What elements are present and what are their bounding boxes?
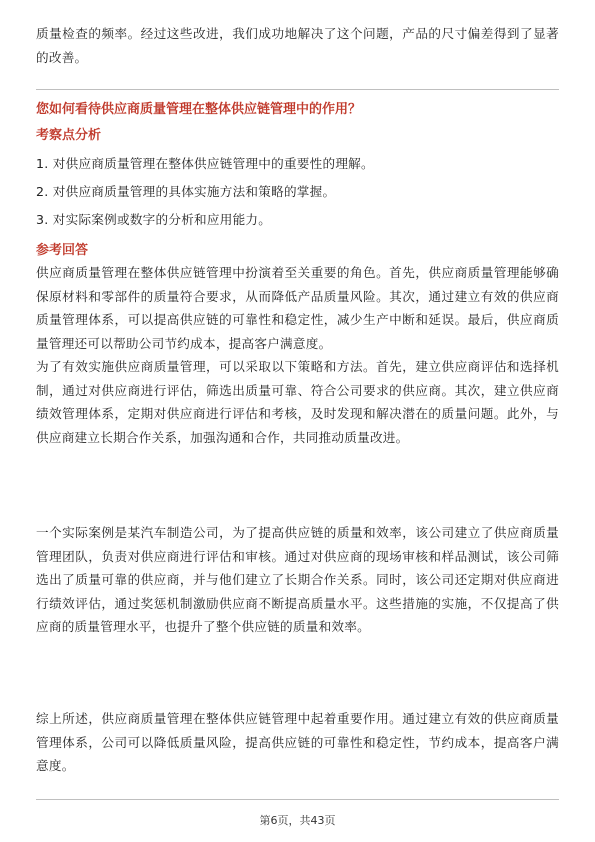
answer-paragraph: 为了有效实施供应商质量管理，可以采取以下策略和方法。首先，建立供应商评估和选择机制，通过对供应商进行评估，筛选出质量可靠、符合公司要求的供应商。其次，建立供应商绩效管理体系，定期对供应商进行评估和考核，及时发现和解决潜在的质量问题。此外，与供应商建立长期合作关系，加强沟通和合作，共同推动质量改进。	[36, 359, 559, 445]
analysis-item: 2. 对供应商质量管理的具体实施方法和策略的掌握。	[36, 184, 336, 199]
answer-title: 参考回答	[36, 243, 89, 258]
section-divider-top	[36, 89, 559, 90]
analysis-title: 考察点分析	[36, 128, 102, 143]
answer-paragraph: 供应商质量管理在整体供应链管理中扮演着至关重要的角色。首先，供应商质量管理能够确保原材料和零部件的质量符合要求，从而降低产品质量风险。其次，通过建立有效的供应商质量管理体系，可以提高供应链的可靠性和稳定性，减少生产中断和延误。最后，供应商质量管理还可以帮助公司节约成本，提高客户满意度。	[36, 265, 559, 351]
question-heading: 您如何看待供应商质量管理在整体供应链管理中的作用？	[36, 102, 362, 117]
page-number: 第6页，共43页	[259, 814, 336, 827]
answer-paragraph: 综上所述，供应商质量管理在整体供应链管理中起着重要作用。通过建立有效的供应商质量管理体系，公司可以降低质量风险，提高供应链的可靠性和稳定性，节约成本，提高客户满意度。	[36, 711, 559, 773]
answer-paragraph: 一个实际案例是某汽车制造公司，为了提高供应链的质量和效率，该公司建立了供应商质量管理团队，负责对供应商进行评估和审核。通过对供应商的现场审核和样品测试，该公司筛选出了质量可靠的供应商，并与他们建立了长期合作关系。同时，该公司还定期对供应商进行绩效评估，通过奖惩机制激励供应商不断提高质量水平。这些措施的实施，不仅提高了供应商的质量管理水平，也提升了整个供应链的质量和效率。	[36, 525, 559, 634]
analysis-item: 1. 对供应商质量管理在整体供应链管理中的重要性的理解。	[36, 156, 374, 171]
analysis-item: 3. 对实际案例或数字的分析和应用能力。	[36, 212, 272, 227]
footer-divider	[36, 799, 559, 800]
intro-paragraph: 质量检查的频率。经过这些改进，我们成功地解决了这个问题，产品的尺寸偏差得到了显著的改善。	[36, 26, 559, 65]
